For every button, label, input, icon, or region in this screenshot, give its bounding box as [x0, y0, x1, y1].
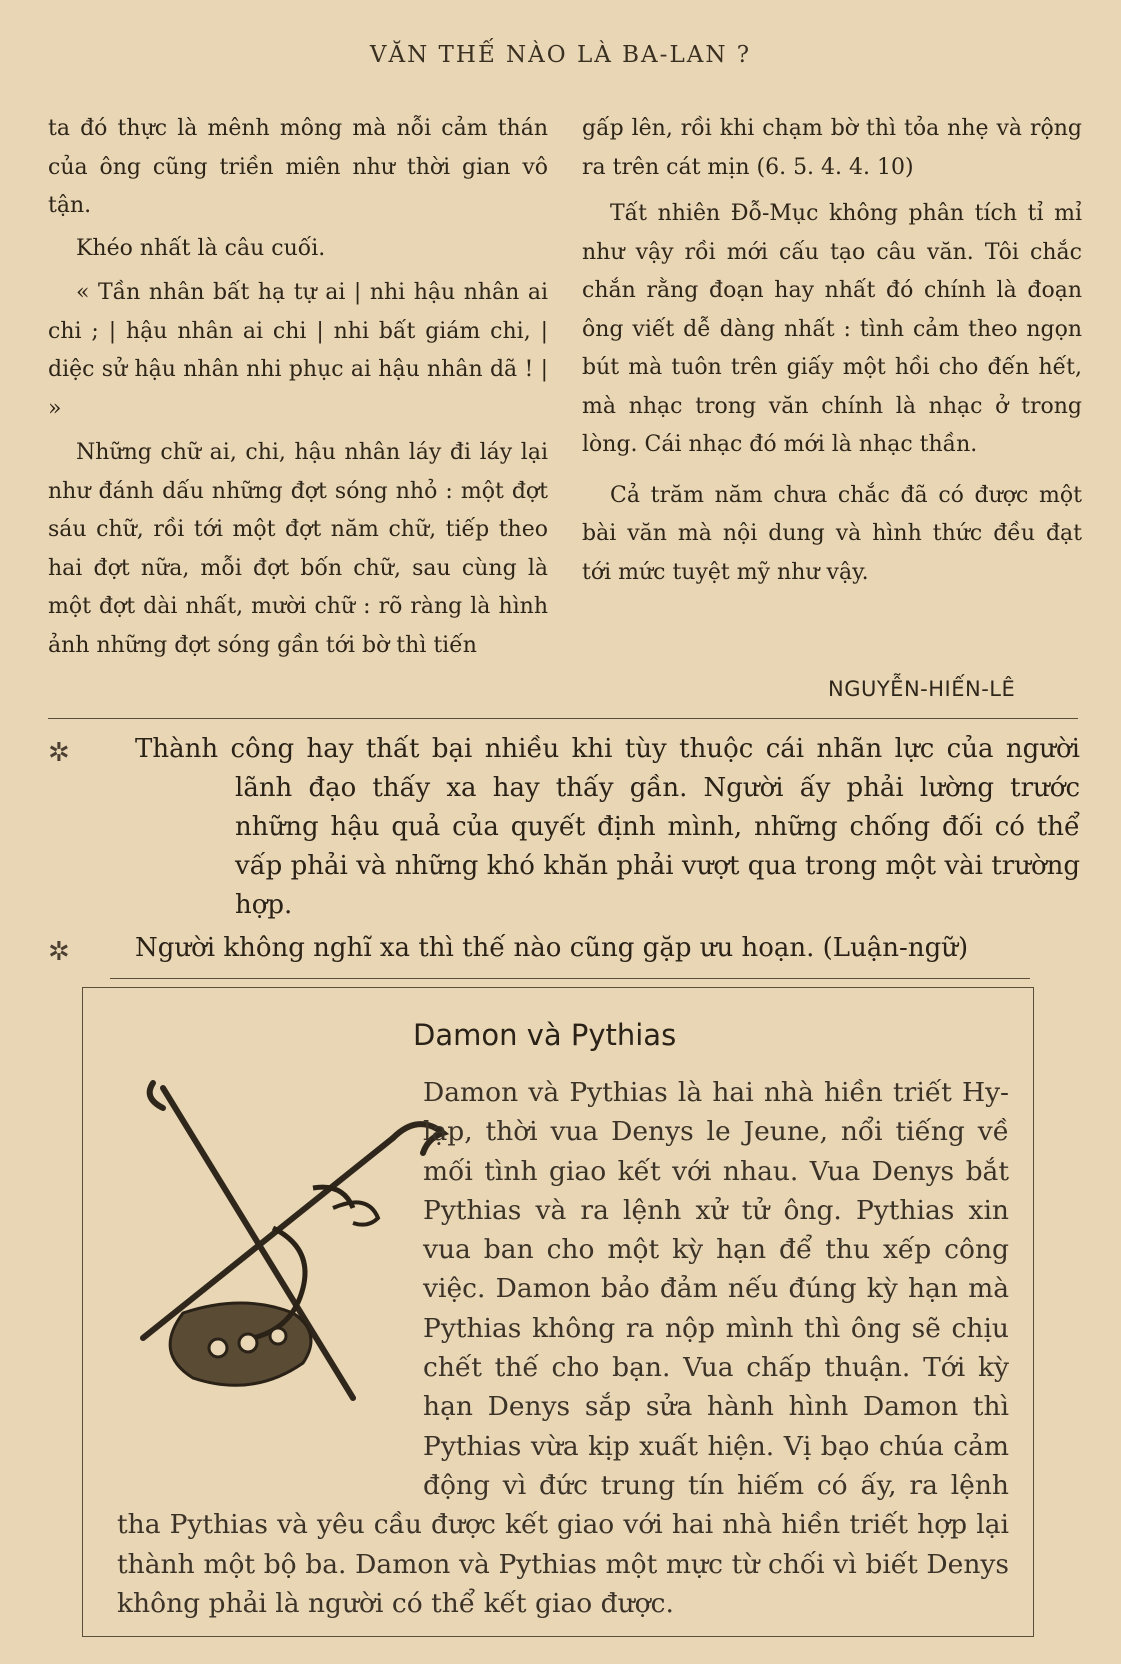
story-text: [117, 1073, 1009, 1623]
paragraph: Những chữ ai, chi, hậu nhân láy đi láy lại như đánh dấu những đợt sóng nhỏ : một đợt sáu chữ, rồi tới một đợt năm chữ, tiếp theo hai đợt nữa, mỗi đợt bốn chữ, sau cùng là một đợt dài nhất, mười chữ : rõ ràng là hình ảnh những đợt sóng gần tới bờ thì tiến: [48, 440, 548, 658]
story-paragraph: Damon và Pythias là hai nhà hiền triết Hy-lạp, thời vua Denys le Jeune, nổi tiếng về mối tình giao kết với nhau. Vua Denys bắt Pythias và ra lệnh xử tử ông. Pythias xin vua ban cho một kỳ hạn để thu xếp công việc. Damon bảo đảm nếu đúng kỳ hạn mà Pythias không ra nộp mình thì ông sẽ chịu chết thế cho bạn. Vua chấp thuận. Tới kỳ hạn Denys sắp sửa hành hình Damon thì Pythias vừa kịp xuất hiện. Vị bạo chúa cảm động vì đức trung tín hiếm có ấy, ra lệnh tha Pythias và yêu cầu được kết giao với hai nhà hiền triết hợp lại thành một bộ ba. Damon và Pythias một mực từ chối vì biết Denys không phải là người có thể kết giao được.: [117, 1077, 1009, 1619]
right-column: [582, 110, 1082, 592]
star-icon: ✲: [48, 937, 70, 967]
running-header: VĂN THẾ NÀO LÀ BA-LAN ?: [369, 42, 752, 68]
paragraph: Cả trăm năm chưa chắc đã có được một bài văn mà nội dung và hình thức đều đạt tới mức tuyệt mỹ như vậy.: [582, 482, 1082, 585]
quote-item: [50, 929, 1080, 968]
author-signature: NGUYỄN-HIẾN-LÊ: [828, 677, 1016, 701]
quote-item: [50, 730, 1080, 925]
paragraph: Khéo nhất là câu cuối.: [76, 235, 326, 261]
box-title: Damon và Pythias: [413, 1018, 677, 1052]
star-icon: ✲: [48, 738, 70, 768]
story-box: [82, 987, 1034, 1637]
illustration-space: [117, 1073, 423, 1505]
quote-text: Người không nghĩ xa thì thế nào cũng gặp ưu hoạn. (Luận-ngữ): [135, 933, 969, 963]
paragraph: gấp lên, rồi khi chạm bờ thì tỏa nhẹ và rộng ra trên cát mịn (6. 5. 4. 4. 10): [582, 116, 1082, 180]
quote-text: Thành công hay thất bại nhiều khi tùy thuộc cái nhãn lực của người lãnh đạo thấy xa hay thấy gần. Người ấy phải lường trước những hậu quả của quyết định mình, những chống đối có thể vấp phải và những khó khăn phải vượt qua trong một vài trường hợp.: [135, 734, 1080, 920]
quoted-chinese: « Tần nhân bất hạ tự ai | nhi hậu nhân ai chi ; | hậu nhân ai chi | nhi bất giám chi, | diệc sử hậu nhân nhi phục ai hậu nhân dã ! | »: [48, 280, 548, 421]
quotes-section: [50, 730, 1080, 968]
paragraph: Tất nhiên Đỗ-Mục không phân tích tỉ mỉ như vậy rồi mới cấu tạo câu văn. Tôi chắc chắn rằng đoạn hay nhất đó chính là đoạn ông viết dễ dàng nhất : tình cảm theo ngọn bút mà tuôn trên giấy một hồi cho đến hết, mà nhạc trong văn chính là nhạc ở trong lòng. Cái nhạc đó mới là nhạc thần.: [582, 201, 1082, 457]
divider: [48, 718, 1078, 719]
left-column: [48, 110, 548, 665]
paragraph: ta đó thực là mênh mông mà nỗi cảm thán của ông cũng triền miên như thời gian vô tận.: [48, 116, 548, 218]
divider: [110, 978, 1030, 979]
